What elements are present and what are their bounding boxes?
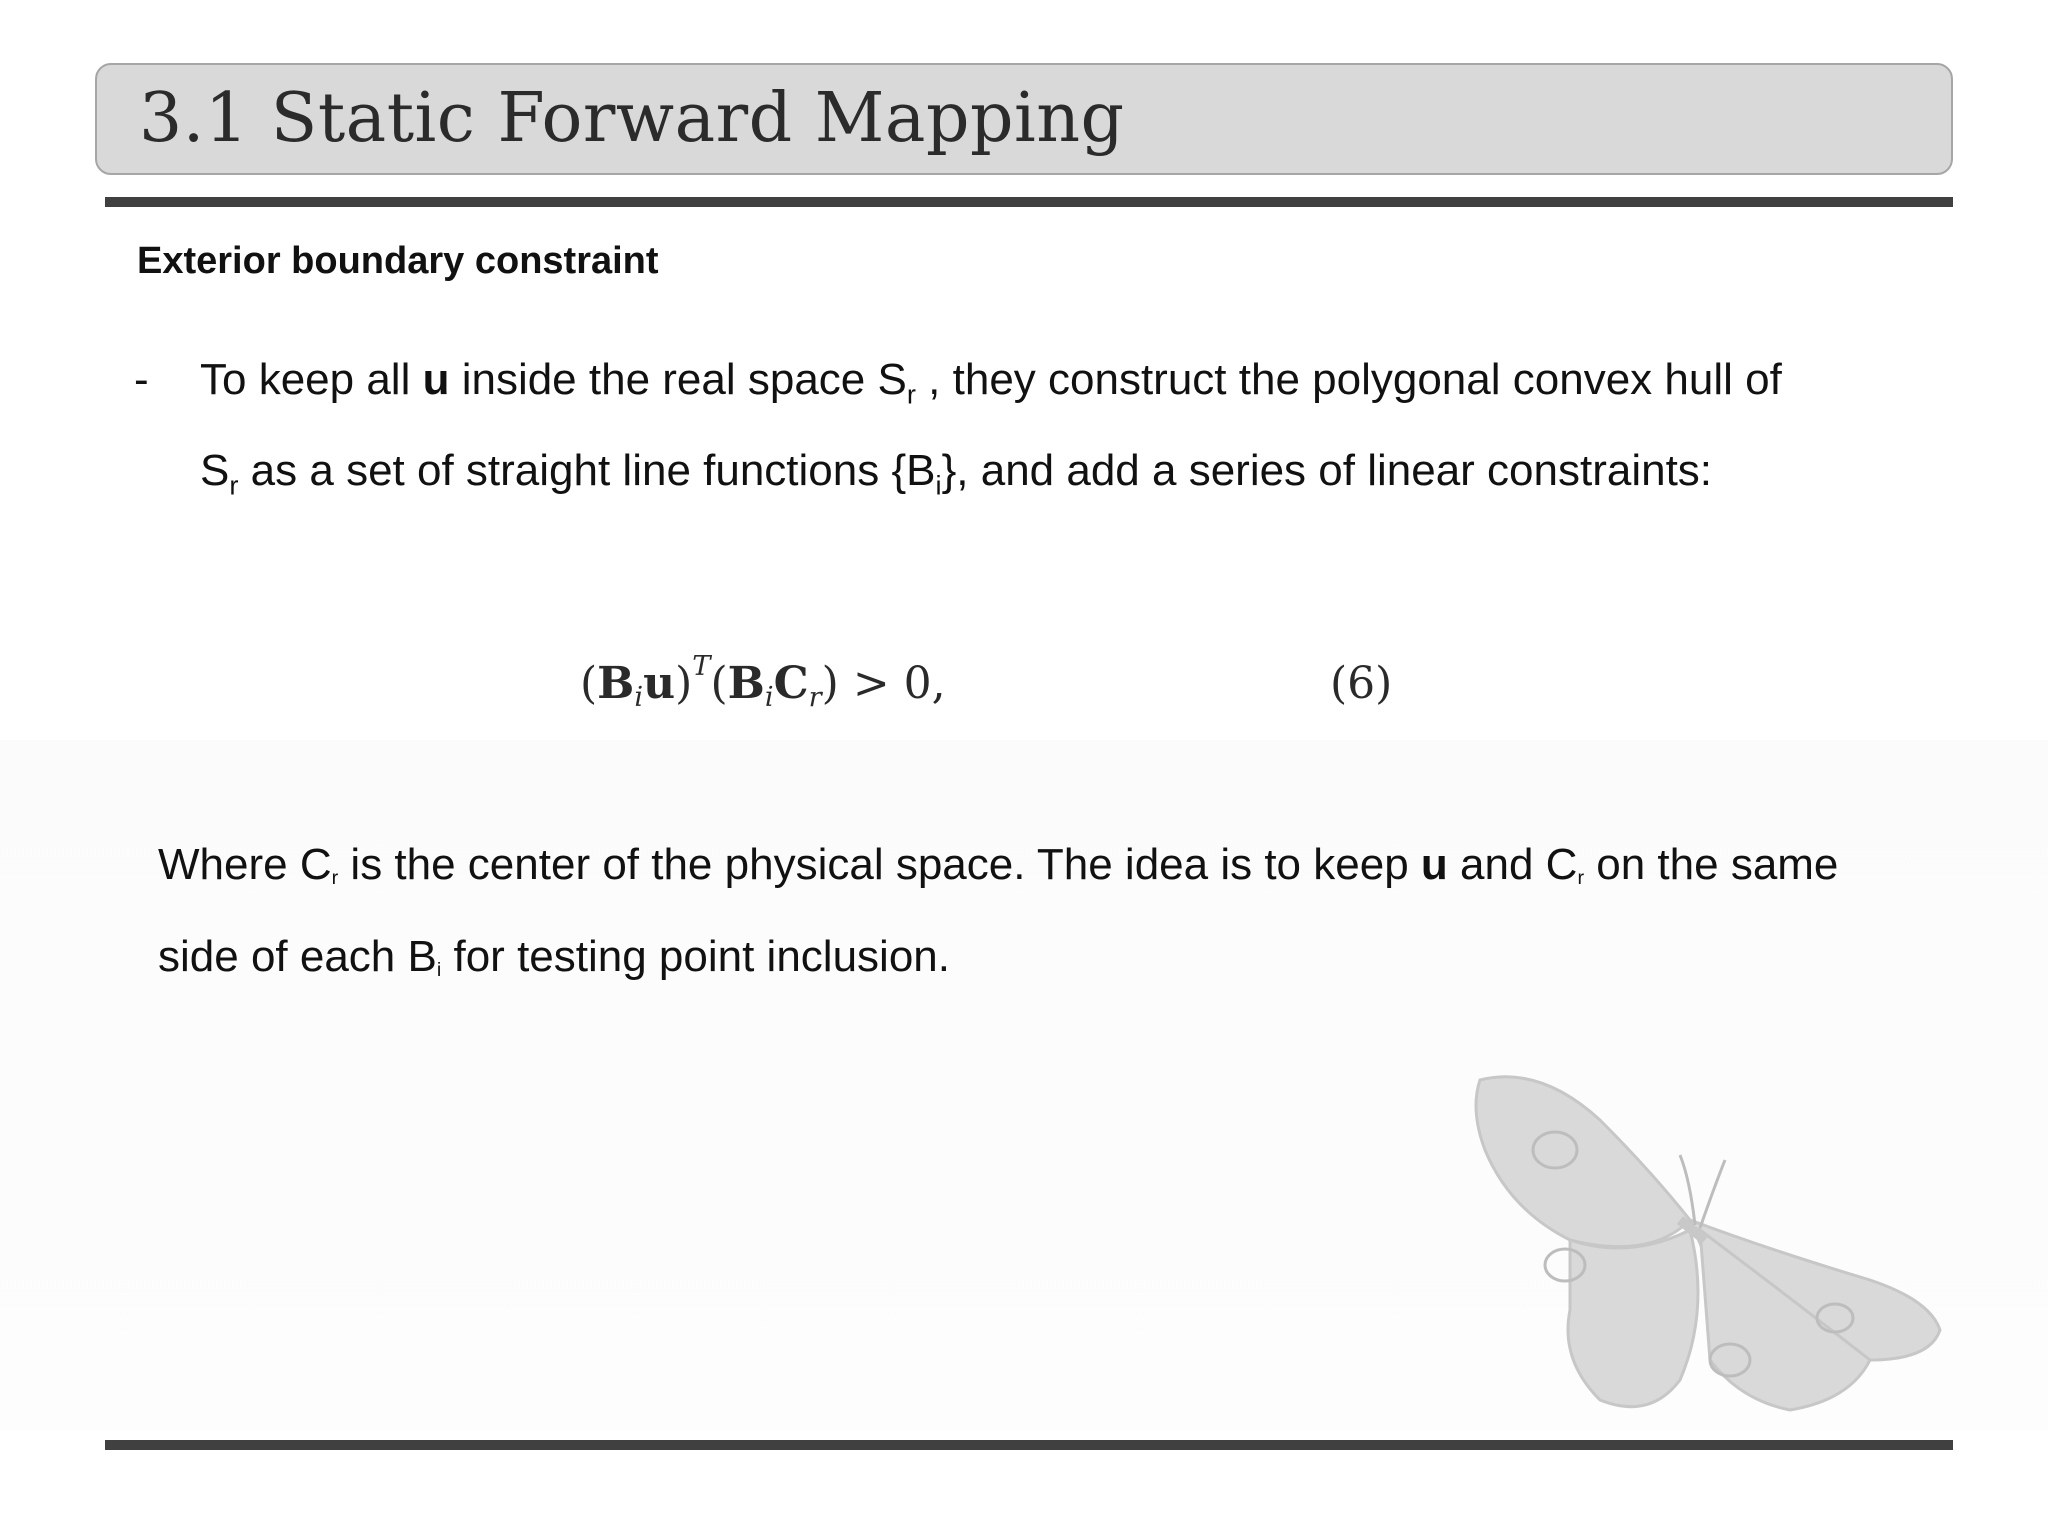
subscript: r [229, 469, 239, 501]
equation-formula [580, 650, 946, 714]
text-run: and C [1447, 840, 1578, 889]
text-run: S [200, 446, 230, 495]
subscript: r [1577, 866, 1585, 889]
text-run: is the center of the physical space. The idea is to keep [338, 840, 1421, 889]
bullet-marker: - [134, 355, 149, 404]
text-run: inside the real space S [449, 355, 907, 404]
bullet-line-1 [200, 355, 1782, 410]
bullet-line-2 [200, 446, 1713, 501]
inequality: > 0, [838, 658, 946, 709]
subscript: r [808, 682, 822, 714]
bold-vector-u: u [422, 355, 450, 404]
subscript: i [634, 682, 644, 714]
subscript: i [436, 958, 442, 981]
paren: ( [580, 658, 598, 709]
text-run: for testing point inclusion. [441, 932, 950, 981]
title-bar [95, 63, 1953, 175]
matrix-b: B [727, 658, 765, 709]
subscript: r [331, 866, 339, 889]
paragraph-line-2 [158, 932, 950, 982]
bold-vector-u: u [1420, 840, 1448, 889]
paren: ) [675, 658, 693, 709]
matrix-b: B [597, 658, 635, 709]
bottom-divider [105, 1440, 1953, 1450]
equation-block [560, 630, 1460, 740]
subscript: r [906, 378, 916, 410]
text-run: on the same [1584, 840, 1839, 889]
transpose-superscript: T [692, 650, 711, 682]
moth-illustration [1450, 1060, 1950, 1430]
slide-title: 3.1 Static Forward Mapping [139, 79, 1125, 158]
text-run: Where C [158, 840, 332, 889]
vector-c: C [773, 658, 809, 709]
text-run: as a set of straight line functions {B [238, 446, 936, 495]
text-run: }, and add a series of linear constraints: [941, 446, 1713, 495]
paren: ) [821, 658, 839, 709]
text-run: side of each B [158, 932, 437, 981]
text-run: To keep all [200, 355, 423, 404]
equation-number: (6) [1330, 658, 1393, 709]
vector-u: u [643, 658, 676, 709]
subscript: i [764, 682, 774, 714]
top-divider [105, 197, 1953, 207]
text-run: , they construct the polygonal convex hull of [915, 355, 1782, 404]
paren: ( [710, 658, 728, 709]
subscript: i [935, 469, 942, 501]
paragraph-line-1 [158, 840, 1838, 890]
section-subheading: Exterior boundary constraint [137, 240, 659, 282]
